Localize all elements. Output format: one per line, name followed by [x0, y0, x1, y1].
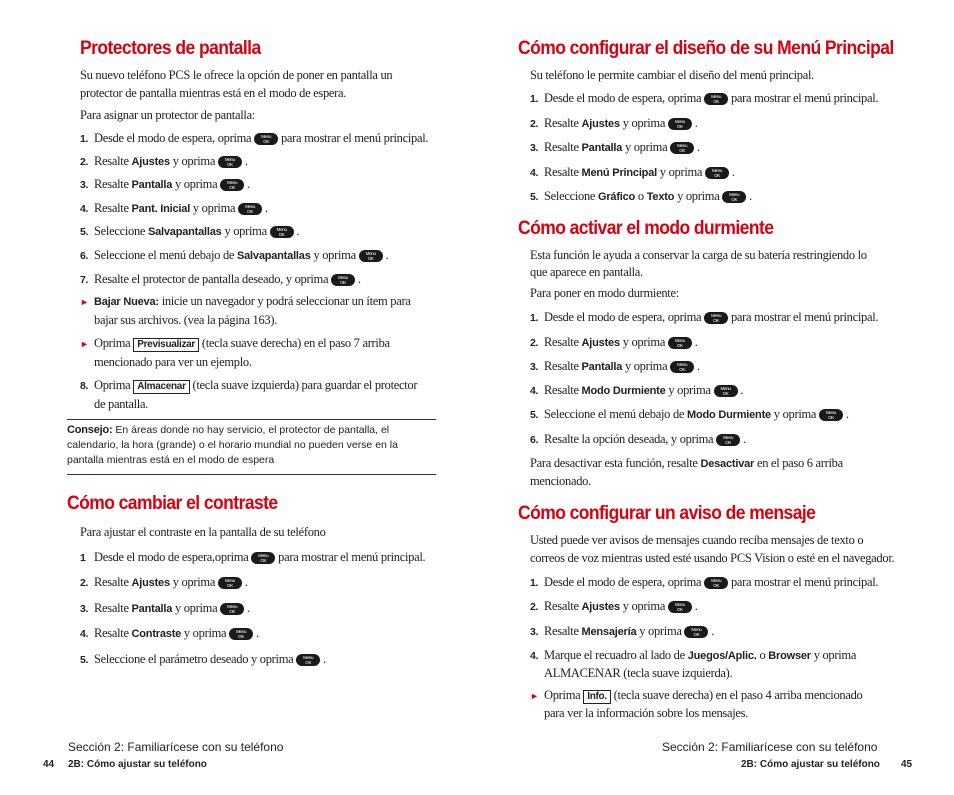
step-number: 1.: [80, 133, 89, 145]
menu-ok-key-icon: Menu OK: [251, 552, 275, 564]
menu-ok-key-icon: Menu OK: [359, 250, 383, 262]
contrast-step-4: 4. Resalte Contraste y oprima Menu OK .: [80, 626, 259, 640]
intro-line: Esta función le ayuda a conservar la carga de su batería restringiendo lo: [530, 248, 867, 262]
layout-step-4: 4. Resalte Menú Principal y oprima Menu OK .: [530, 165, 735, 179]
intro-line: Para ajustar el contraste en la pantalla de su teléfono: [80, 525, 326, 539]
step-6: 6. Seleccione el menú debajo de Salvapantallas y oprima Menu OK .: [80, 248, 389, 262]
footer-section: Sección 2: Familiarícese con su teléfono: [68, 740, 284, 754]
menu-ok-key-icon: Menu OK: [819, 409, 843, 421]
menu-ok-key-icon: Menu OK: [704, 93, 728, 105]
sleep-step-2: 2. Resalte Ajustes y oprima Menu OK .: [530, 335, 698, 349]
intro-line: Su teléfono le permite cambiar el diseño del menú principal.: [530, 68, 814, 82]
step-8-line2: de pantalla.: [94, 397, 149, 411]
softkey-store-label: Almacenar: [133, 380, 189, 394]
menu-ok-key-icon: Menu OK: [229, 628, 253, 640]
layout-step-3: 3. Resalte Pantalla y oprima Menu OK .: [530, 140, 700, 154]
sleep-step-3: 3. Resalte Pantalla y oprima Menu OK .: [530, 359, 700, 373]
section-heading-screensavers: Protectores de pantalla: [80, 38, 261, 59]
menu-ok-key-icon: Menu OK: [704, 312, 728, 324]
intro-line: que aparece en pantalla.: [530, 265, 643, 279]
menu-ok-key-icon: Menu OK: [670, 142, 694, 154]
sleep-outro: Para desactivar esta función, resalte Desactivar en el paso 6 arriba: [530, 456, 843, 470]
tip-text: En áreas donde no hay servicio, el protector de pantalla, el calendario, la hora (grande) o el horario mundial no pueden verse en la pantalla mientras está en el modo de espera: [67, 424, 398, 466]
step-7: 7. Resalte el protector de pantalla deseado, y oprima Menu OK .: [80, 272, 361, 286]
menu-ok-key-icon: Menu OK: [705, 167, 729, 179]
menu-ok-key-icon: Menu OK: [716, 434, 740, 446]
menu-ok-key-icon: Menu OK: [218, 156, 242, 168]
sleep-step-6: 6. Resalte la opción deseada, y oprima Menu OK .: [530, 432, 746, 446]
menu-ok-key-icon: Menu OK: [254, 133, 278, 145]
menu-ok-key-icon: Menu OK: [220, 603, 244, 615]
softkey-info-label: Info.: [583, 690, 611, 704]
page-number: 44: [43, 759, 55, 770]
bullet-info-line2: para ver la información sobre los mensajes.: [544, 706, 749, 720]
bullet-download: ► Bajar Nueva: inicie un navegador y podrá seleccionar un ítem para: [80, 294, 411, 308]
intro-line: Usted puede ver avisos de mensajes cuando reciba mensajes de texto o: [530, 533, 864, 547]
intro-line: correos de voz mientras usted esté usando PCS Vision o esté en el navegador.: [530, 551, 895, 565]
sleep-step-4: 4. Resalte Modo Durmiente y oprima Menu OK .: [530, 383, 744, 397]
section-heading-main-menu-layout: Cómo configurar el diseño de su Menú Principal: [518, 38, 894, 59]
contrast-step-5: 5. Seleccione el parámetro deseado y oprima Menu OK .: [80, 652, 326, 666]
menu-ok-key-icon: Menu OK: [238, 203, 262, 215]
menu-ok-key-icon: Menu OK: [296, 654, 320, 666]
section-heading-message-alert: Cómo configurar un aviso de mensaje: [518, 503, 816, 524]
step-2: 2. Resalte Ajustes y oprima Menu OK .: [80, 154, 248, 168]
softkey-preview-label: Previsualizar: [133, 338, 199, 352]
sleep-step-5: 5. Seleccione el menú debajo de Modo Durmiente y oprima Menu OK .: [530, 407, 849, 421]
menu-ok-key-icon: Menu OK: [722, 191, 746, 203]
bullet-download-line2: bajar sus archivos. (vea la página 163).: [94, 313, 278, 327]
menu-ok-key-icon: Menu OK: [218, 577, 242, 589]
intro-line: Su nuevo teléfono PCS le ofrece la opción de poner en pantalla un: [80, 68, 393, 82]
intro-line: Para poner en modo durmiente:: [530, 286, 679, 300]
alert-step-2: 2. Resalte Ajustes y oprima Menu OK .: [530, 599, 698, 613]
step-8: 8. Oprima Almacenar (tecla suave izquierda) para guardar el protector: [80, 378, 418, 392]
footer-chapter: 2B: Cómo ajustar su teléfono: [68, 759, 207, 770]
footer-section: Sección 2: Familiarícese con su teléfono: [662, 740, 878, 754]
page-number: 45: [901, 759, 913, 770]
menu-ok-key-icon: Menu OK: [684, 626, 708, 638]
menu-ok-key-icon: Menu OK: [670, 361, 694, 373]
alert-step-4: 4. Marque el recuadro al lado de Juegos/Aplic. o Browser y oprima: [530, 648, 857, 662]
layout-step-2: 2. Resalte Ajustes y oprima Menu OK .: [530, 116, 698, 130]
intro-line: Para asignar un protector de pantalla:: [80, 108, 255, 122]
bullet-info: ► Oprima Info. (tecla suave derecha) en el paso 4 arriba mencionado: [530, 688, 863, 702]
menu-ok-key-icon: Menu OK: [220, 179, 244, 191]
alert-step-3: 3. Resalte Mensajería y oprima Menu OK .: [530, 624, 715, 638]
layout-step-5: 5. Seleccione Gráfico o Texto y oprima Menu OK .: [530, 189, 752, 203]
section-heading-sleep-mode: Cómo activar el modo durmiente: [518, 218, 774, 239]
step-5: 5. Seleccione Salvapantallas y oprima Menu OK .: [80, 224, 300, 238]
divider: [67, 474, 436, 475]
sleep-outro-line2: mencionado.: [530, 474, 591, 488]
divider: [67, 419, 436, 420]
bullet-arrow-icon: ►: [80, 339, 89, 349]
contrast-step-2: 2. Resalte Ajustes y oprima Menu OK .: [80, 575, 248, 589]
intro-line: protector de pantalla mientras está en el modo de espera.: [80, 86, 347, 100]
bullet-preview-line2: mencionado para ver un ejemplo.: [94, 355, 252, 369]
menu-ok-key-icon: Menu OK: [270, 226, 294, 238]
layout-step-1: 1. Desde el modo de espera, oprima Menu OK para mostrar el menú principal.: [530, 91, 879, 105]
bullet-arrow-icon: ►: [80, 297, 89, 307]
tip-label: Consejo:: [67, 424, 113, 436]
menu-ok-key-icon: Menu OK: [714, 385, 738, 397]
bullet-arrow-icon: ►: [530, 691, 539, 701]
menu-ok-key-icon: Menu OK: [704, 577, 728, 589]
footer-chapter: 2B: Cómo ajustar su teléfono: [741, 759, 880, 770]
sleep-step-1: 1. Desde el modo de espera, oprima Menu OK para mostrar el menú principal.: [530, 310, 879, 324]
bullet-preview: ► Oprima Previsualizar (tecla suave derecha) en el paso 7 arriba: [80, 336, 390, 350]
menu-ok-key-icon: Menu OK: [668, 118, 692, 130]
menu-ok-key-icon: Menu OK: [331, 274, 355, 286]
step-4: 4. Resalte Pant. Inicial y oprima Menu OK .: [80, 201, 268, 215]
menu-ok-key-icon: Menu OK: [668, 337, 692, 349]
menu-ok-key-icon: Menu OK: [668, 601, 692, 613]
section-heading-contrast: Cómo cambiar el contraste: [67, 493, 278, 514]
contrast-step-3: 3. Resalte Pantalla y oprima Menu OK .: [80, 601, 250, 615]
step-3: 3. Resalte Pantalla y oprima Menu OK .: [80, 177, 250, 191]
step-1: 1. Desde el modo de espera, oprima Menu OK para mostrar el menú principal.: [80, 131, 429, 145]
alert-step-1: 1. Desde el modo de espera, oprima Menu OK para mostrar el menú principal.: [530, 575, 879, 589]
contrast-step-1: 1 Desde el modo de espera,oprima Menu OK para mostrar el menú principal.: [80, 550, 426, 564]
alert-step-4-line2: ALMACENAR (tecla suave izquierda).: [544, 666, 733, 680]
tip-box: [67, 423, 427, 468]
